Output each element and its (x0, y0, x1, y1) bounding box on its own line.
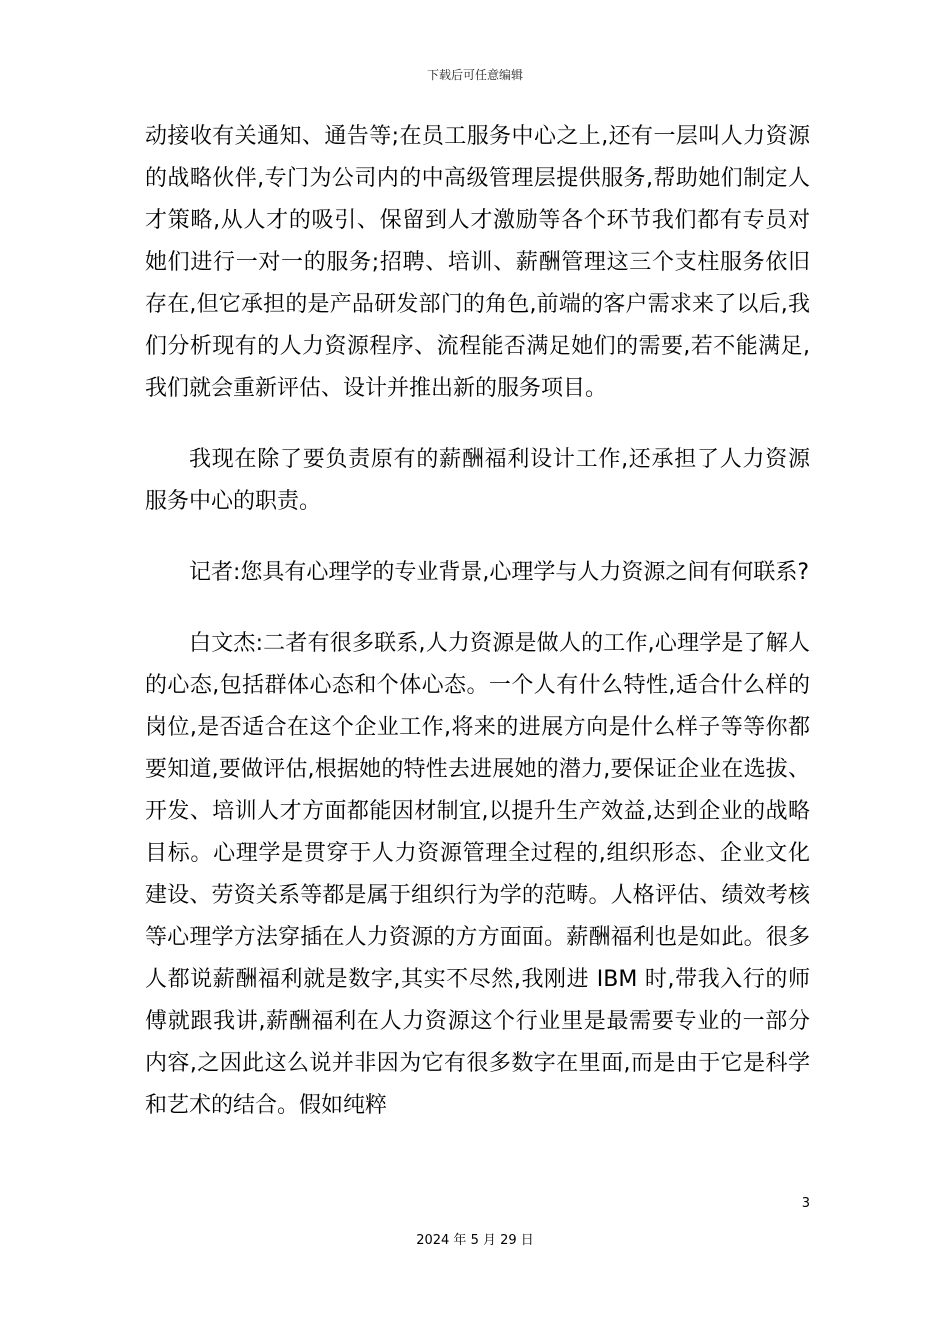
paragraph-reporter-question: 记者:您具有心理学的专业背景,心理学与人力资源之间有何联系? (189, 560, 810, 585)
page-header: 下载后可任意编辑 (426, 68, 523, 82)
paragraph-continuation: 动接收有关通知、通告等;在员工服务中心之上,还有一层叫人力资源的战略伙伴,专门为公司内的中高级管理层提供服务,帮助她们制定人才策略,从人才的吸引、保留到人才激励等各个环节我们都有专员对她们进行一对一的服务;招聘、培训、薪酬管理这三个支柱服务依旧存在,但它承担的是产品研发部门的角色,前端的客户需求来了以后,我们分析现有的人力资源程序、流程能否满足她们的需要,若不能满足,我们就会重新评估、设计并推出新的服务项目。 (145, 124, 810, 401)
paragraph-interviewee-answer: 白文杰:二者有很多联系,人力资源是做人的工作,心理学是了解人的心态,包括群体心态和个体心态。一个人有什么特性,适合什么样的岗位,是否适合在这个企业工作,将来的进展方向是什么样子等等你都要知道,要做评估,根据她的特性去进展她的潜力,要保证企业在选拔、开发、培训人才方面都能因材制宜,以提升生产效益,达到企业的战略目标。心理学是贯穿于人力资源管理全过程的,组织形态、企业文化建设、劳资关系等都是属于组织行为学的范畴。人格评估、绩效考核等心理学方法穿插在人力资源的方方面面。薪酬福利也是如此。很多人都说薪酬福利就是数字,其实不尽然,我刚进 IBM 时,带我入行的师傅就跟我讲,薪酬福利在人力资源这个行业里是最需要专业的一部分内容,之因此这么说并非因为它有很多数字在里面,而是由于它是科学和艺术的结合。假如纯粹 (145, 631, 810, 1118)
paragraph-responsibilities: 我现在除了要负责原有的薪酬福利设计工作,还承担了人力资源服务中心的职责。 (145, 447, 810, 514)
page-footer-date: 2024 年 5 月 29 日 (416, 1233, 534, 1248)
page-number: 3 (801, 1196, 810, 1211)
document-body (145, 116, 810, 1127)
